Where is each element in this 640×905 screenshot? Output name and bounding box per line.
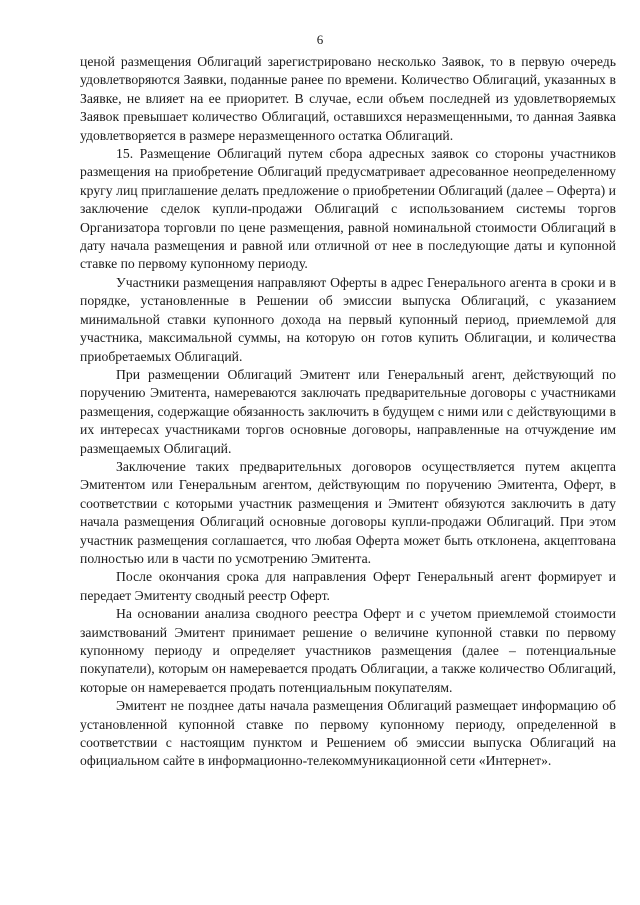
document-body: [80, 53, 616, 771]
page-number: 6: [316, 32, 324, 47]
paragraph: Участники размещения направляют Оферты в адрес Генерального агента в сроки и в порядке, установленные в Решении об эмиссии выпуска Облигаций, с указанием минимальной ставки купонного дохода на первый купонный период, приемлемой для участника, максимальной суммы, на которую он готов купить Облигации, и количества приобретаемых Облигаций.: [80, 274, 616, 364]
paragraph: Эмитент не позднее даты начала размещения Облигаций размещает информацию об установленной купонной ставке по первому купонному периоду, определенной в соответствии с настоящим пунктом и Решением об эмиссии выпуска Облигаций на официальном сайте в информационно-телекоммуникационной сети «Интернет».: [80, 698, 616, 769]
paragraph: 15. Размещение Облигаций путем сбора адресных заявок со стороны участников размещения на приобретение Облигаций предусматривает адресованное неопределенному кругу лиц приглашение делать предложение о приобретении Облигаций (далее – Оферта) и заключение сделок купли-продажи Облигаций с использованием системы торгов Организатора торговли по цене размещения, равной номинальной стоимости Облигаций в дату начала размещения и равной или отличной от нее в последующие даты и купонной ставке по первому купонному периоду.: [80, 146, 616, 272]
paragraph: После окончания срока для направления Оферт Генеральный агент формирует и передает Эмитенту сводный реестр Оферт.: [80, 569, 616, 603]
paragraph: Заключение таких предварительных договоров осуществляется путем акцепта Эмитентом или Генеральным агентом, действующим по поручению Эмитента, Оферт, в соответствии с которыми участник размещения и Эмитент обязуются заключить в дату начала размещения Облигаций основные договоры купли-продажи Облигаций. При этом участник размещения соглашается, что любая Оферта может быть отклонена, акцептована полностью или в части по усмотрению Эмитента.: [80, 458, 616, 566]
paragraph: ценой размещения Облигаций зарегистрировано несколько Заявок, то в первую очередь удовлетворяются Заявки, поданные ранее по времени. Количество Облигаций, указанных в Заявке, не влияет на ее приоритет. В случае, если объем последней из удовлетворяемых Заявок превышает количество Облигаций, оставшихся неразмещенными, то данная Заявка удовлетворяется в размере неразмещенного остатка Облигаций.: [80, 54, 616, 143]
paragraph: На основании анализа сводного реестра Оферт и с учетом приемлемой стоимости заимствований Эмитент принимает решение о величине купонной ставки по первому купонному периоду и определяет участников размещения (далее – потенциальные покупатели), которым он намеревается продать Облигации, а также количество Облигаций, которые он намеревается продать потенциальным покупателям.: [80, 606, 616, 695]
paragraph: При размещении Облигаций Эмитент или Генеральный агент, действующий по поручению Эмитента, намереваются заключать предварительные договоры с участниками размещения, содержащие обязанность заключить в будущем с ними или с действующими в их интересах участниками торгов основные договоры, направленные на отчуждение им размещаемых Облигаций.: [80, 366, 616, 456]
